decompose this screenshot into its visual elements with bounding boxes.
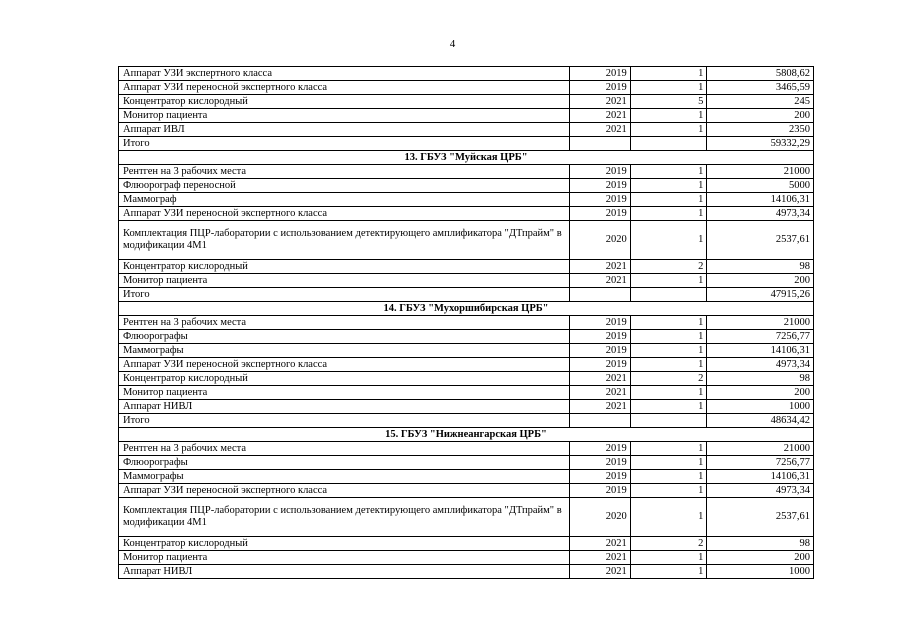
equipment-sum: 98: [707, 372, 814, 386]
table-row: [119, 274, 814, 288]
equipment-sum: 200: [707, 109, 814, 123]
equipment-quantity: 1: [630, 207, 707, 221]
section-header-row: [119, 151, 814, 165]
equipment-year: 2019: [569, 316, 630, 330]
table-row: [119, 456, 814, 470]
equipment-sum: 2350: [707, 123, 814, 137]
equipment-sum: 4973,34: [707, 484, 814, 498]
table-row: [119, 165, 814, 179]
equipment-sum: 2537,61: [707, 498, 814, 537]
total-qty-cell: [630, 288, 707, 302]
equipment-name: Рентген на 3 рабочих места: [119, 442, 570, 456]
equipment-sum: 7256,77: [707, 456, 814, 470]
table-row: [119, 123, 814, 137]
table-row: [119, 330, 814, 344]
equipment-year: 2019: [569, 358, 630, 372]
table-row: [119, 95, 814, 109]
equipment-sum: 5000: [707, 179, 814, 193]
section-header-row: [119, 428, 814, 442]
equipment-sum: 200: [707, 551, 814, 565]
equipment-name: Аппарат НИВЛ: [119, 400, 570, 414]
equipment-name: Флюорограф переносной: [119, 179, 570, 193]
equipment-sum: 7256,77: [707, 330, 814, 344]
equipment-name: Монитор пациента: [119, 109, 570, 123]
equipment-quantity: 1: [630, 386, 707, 400]
equipment-name: Флюорографы: [119, 330, 570, 344]
equipment-quantity: 1: [630, 484, 707, 498]
equipment-quantity: 1: [630, 456, 707, 470]
total-sum: 48634,42: [707, 414, 814, 428]
equipment-year: 2021: [569, 551, 630, 565]
table-row: [119, 179, 814, 193]
equipment-name: Маммографы: [119, 344, 570, 358]
equipment-quantity: 1: [630, 193, 707, 207]
table-row: [119, 498, 814, 537]
equipment-quantity: 1: [630, 109, 707, 123]
equipment-name: Аппарат НИВЛ: [119, 565, 570, 579]
table-row: [119, 386, 814, 400]
equipment-year: 2019: [569, 165, 630, 179]
equipment-year: 2019: [569, 484, 630, 498]
equipment-sum: 4973,34: [707, 358, 814, 372]
equipment-name: Аппарат УЗИ переносной экспертного класса: [119, 358, 570, 372]
equipment-quantity: 1: [630, 274, 707, 288]
equipment-year: 2019: [569, 193, 630, 207]
table-row: [119, 537, 814, 551]
total-label: Итого: [119, 414, 570, 428]
equipment-name: Аппарат УЗИ переносной экспертного класса: [119, 484, 570, 498]
total-year-cell: [569, 288, 630, 302]
total-row: [119, 288, 814, 302]
equipment-name: Концентратор кислородный: [119, 537, 570, 551]
equipment-quantity: 1: [630, 81, 707, 95]
table-row: [119, 400, 814, 414]
equipment-quantity: 1: [630, 442, 707, 456]
total-year-cell: [569, 414, 630, 428]
table-row: [119, 358, 814, 372]
equipment-name: Маммограф: [119, 193, 570, 207]
equipment-name: Комплектация ПЦР-лаборатории с использованием детектирующего амплификатора "ДТпрайм" в модификации 4М1: [119, 221, 570, 260]
equipment-sum: 2537,61: [707, 221, 814, 260]
table-row: [119, 565, 814, 579]
equipment-table: [118, 66, 814, 579]
equipment-sum: 21000: [707, 442, 814, 456]
equipment-sum: 3465,59: [707, 81, 814, 95]
equipment-year: 2019: [569, 470, 630, 484]
equipment-name: Монитор пациента: [119, 551, 570, 565]
equipment-name: Аппарат УЗИ экспертного класса: [119, 67, 570, 81]
equipment-table-body: [119, 67, 814, 579]
equipment-name: Монитор пациента: [119, 274, 570, 288]
section-header-row: [119, 302, 814, 316]
equipment-sum: 14106,31: [707, 193, 814, 207]
table-row: [119, 316, 814, 330]
equipment-year: 2019: [569, 207, 630, 221]
table-row: [119, 470, 814, 484]
table-row: [119, 109, 814, 123]
equipment-sum: 21000: [707, 316, 814, 330]
equipment-quantity: 2: [630, 537, 707, 551]
equipment-year: 2021: [569, 386, 630, 400]
equipment-sum: 200: [707, 274, 814, 288]
equipment-sum: 1000: [707, 400, 814, 414]
equipment-sum: 14106,31: [707, 344, 814, 358]
equipment-year: 2021: [569, 95, 630, 109]
equipment-quantity: 1: [630, 470, 707, 484]
total-sum: 47915,26: [707, 288, 814, 302]
equipment-quantity: 1: [630, 551, 707, 565]
equipment-quantity: 1: [630, 221, 707, 260]
equipment-name: Аппарат УЗИ переносной экспертного класса: [119, 81, 570, 95]
total-qty-cell: [630, 137, 707, 151]
equipment-name: Аппарат ИВЛ: [119, 123, 570, 137]
total-row: [119, 137, 814, 151]
table-row: [119, 221, 814, 260]
equipment-quantity: 1: [630, 358, 707, 372]
table-row: [119, 551, 814, 565]
equipment-quantity: 1: [630, 123, 707, 137]
equipment-name: Концентратор кислородный: [119, 372, 570, 386]
equipment-name: Флюорографы: [119, 456, 570, 470]
equipment-year: 2021: [569, 274, 630, 288]
equipment-sum: 245: [707, 95, 814, 109]
equipment-year: 2019: [569, 67, 630, 81]
section-title: 15. ГБУЗ "Нижнеангарская ЦРБ": [119, 428, 814, 442]
equipment-sum: 5808,62: [707, 67, 814, 81]
equipment-quantity: 1: [630, 165, 707, 179]
total-label: Итого: [119, 288, 570, 302]
page-number: 4: [449, 38, 456, 50]
table-row: [119, 207, 814, 221]
table-row: [119, 67, 814, 81]
equipment-sum: 1000: [707, 565, 814, 579]
section-title: 14. ГБУЗ "Мухоршибирская ЦРБ": [119, 302, 814, 316]
equipment-name: Аппарат УЗИ переносной экспертного класса: [119, 207, 570, 221]
total-label: Итого: [119, 137, 570, 151]
equipment-name: Маммографы: [119, 470, 570, 484]
table-row: [119, 372, 814, 386]
equipment-year: 2020: [569, 498, 630, 537]
table-row: [119, 260, 814, 274]
equipment-year: 2019: [569, 344, 630, 358]
total-row: [119, 414, 814, 428]
equipment-quantity: 1: [630, 316, 707, 330]
equipment-quantity: 1: [630, 344, 707, 358]
equipment-year: 2021: [569, 537, 630, 551]
equipment-year: 2021: [569, 400, 630, 414]
equipment-year: 2021: [569, 372, 630, 386]
equipment-quantity: 1: [630, 67, 707, 81]
total-qty-cell: [630, 414, 707, 428]
equipment-quantity: 1: [630, 179, 707, 193]
equipment-name: Монитор пациента: [119, 386, 570, 400]
equipment-year: 2019: [569, 456, 630, 470]
table-row: [119, 81, 814, 95]
equipment-sum: 4973,34: [707, 207, 814, 221]
equipment-sum: 14106,31: [707, 470, 814, 484]
table-row: [119, 484, 814, 498]
equipment-quantity: 1: [630, 330, 707, 344]
equipment-name: Концентратор кислородный: [119, 95, 570, 109]
equipment-sum: 21000: [707, 165, 814, 179]
equipment-year: 2021: [569, 109, 630, 123]
total-sum: 59332,29: [707, 137, 814, 151]
equipment-quantity: 2: [630, 372, 707, 386]
total-year-cell: [569, 137, 630, 151]
equipment-year: 2019: [569, 330, 630, 344]
equipment-quantity: 2: [630, 260, 707, 274]
equipment-year: 2020: [569, 221, 630, 260]
equipment-year: 2019: [569, 179, 630, 193]
equipment-name: Рентген на 3 рабочих места: [119, 316, 570, 330]
equipment-quantity: 5: [630, 95, 707, 109]
equipment-quantity: 1: [630, 400, 707, 414]
section-title: 13. ГБУЗ "Муйская ЦРБ": [119, 151, 814, 165]
equipment-year: 2021: [569, 260, 630, 274]
equipment-quantity: 1: [630, 565, 707, 579]
equipment-year: 2021: [569, 565, 630, 579]
table-row: [119, 193, 814, 207]
equipment-year: 2019: [569, 442, 630, 456]
equipment-quantity: 1: [630, 498, 707, 537]
equipment-name: Комплектация ПЦР-лаборатории с использованием детектирующего амплификатора "ДТпрайм" в модификации 4М1: [119, 498, 570, 537]
equipment-name: Концентратор кислородный: [119, 260, 570, 274]
table-row: [119, 344, 814, 358]
equipment-sum: 98: [707, 260, 814, 274]
equipment-year: 2019: [569, 81, 630, 95]
table-row: [119, 442, 814, 456]
equipment-year: 2021: [569, 123, 630, 137]
equipment-sum: 200: [707, 386, 814, 400]
equipment-sum: 98: [707, 537, 814, 551]
equipment-name: Рентген на 3 рабочих места: [119, 165, 570, 179]
